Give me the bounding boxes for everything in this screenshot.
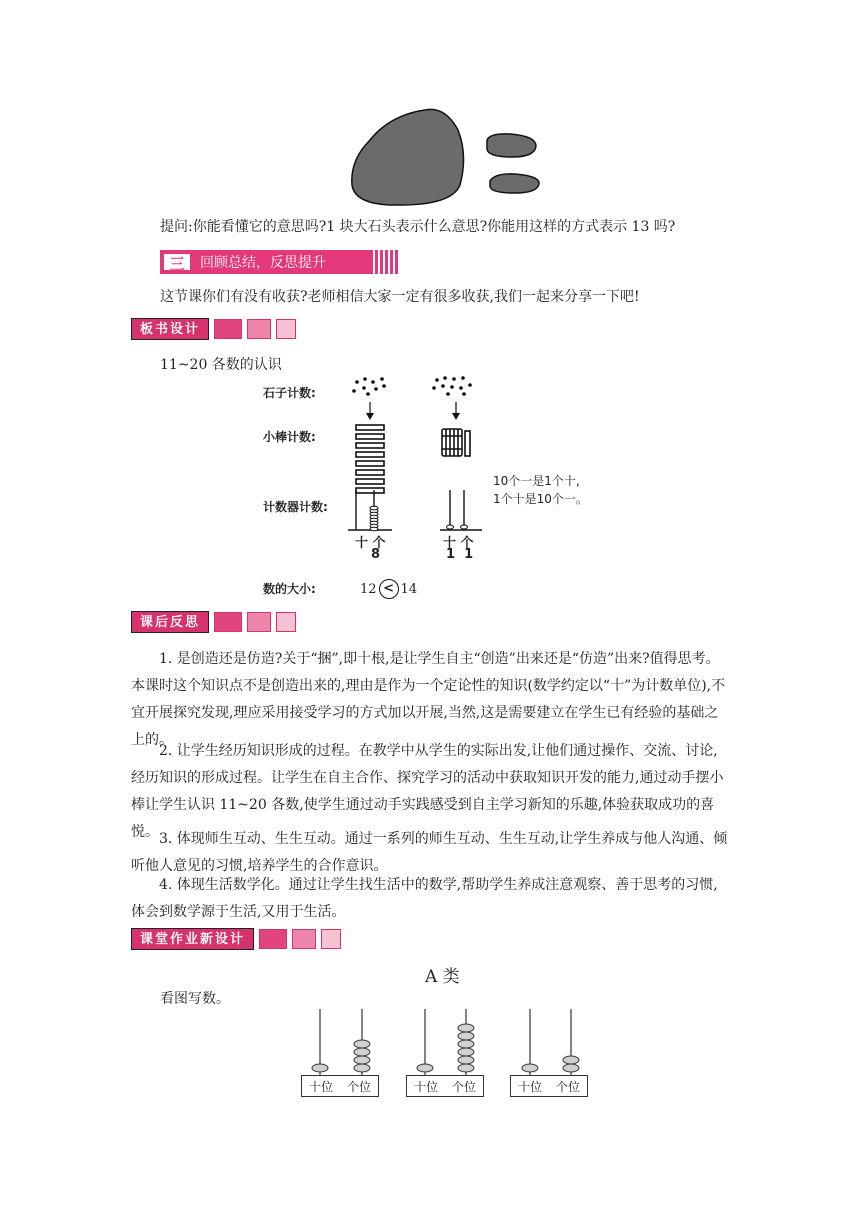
top-question: 提问:你能看懂它的意思吗?1 块大石头表示什么意思?你能用这样的方式表示 13 吗? [160,219,676,235]
banner-square [214,319,242,339]
compare-right: 14 [400,581,418,597]
review-text: 这节课你们有没有收获?老师相信大家一定有很多收获,我们一起来分享一下吧! [160,289,640,305]
banner-square [276,612,296,632]
banner-square [247,612,271,632]
row-stones-label: 石子计数: [263,386,316,400]
homework-banner-label: 课堂作业新设计 [131,928,254,950]
banner-square [276,319,296,339]
reflection-banner [131,611,296,633]
abacus-place-box [301,1075,379,1097]
tens-label: 十位 [517,1079,542,1094]
ones-label: 个位 [555,1079,580,1094]
row-compare-label: 数的大小: [263,582,316,596]
right-abacus-label: 十 个 [443,536,474,551]
note-line1: 10个一是1个十, [493,474,580,488]
compare-sign: < [379,579,399,599]
stones-illustration [340,100,550,210]
homework-banner [131,928,341,950]
banner-stripes [370,250,400,274]
ones-label: 个位 [346,1079,371,1094]
row-sticks-label: 小棒计数: [263,430,316,444]
tens-label: 十位 [308,1079,333,1094]
reflection-paragraph: 3. 体现师生互动、生生互动。通过一系列的师生互动、生生互动,让学生养成与他人沟通、倾听他人意见的习惯,培养学生的合作意识。 [131,831,728,874]
review-banner-number: 三 [162,252,192,272]
reflection-paragraph: 1. 是创造还是仿造?关于“捆”,即十根,是让学生自主“创造”出来还是“仿造”出来?值得思考。本课时这个知识点不是创造出来的,理由是作为一个定论性的知识(数学约定以“十”为计数单位),不宜开展探究发现,理应采用接受学习的方式加以开展,当然,这是需要建立在学生已有经验的基础之上的。 [131,651,726,748]
tens-label: 十位 [413,1079,438,1094]
review-banner-label: 回顾总结，反思提升 [200,255,326,271]
board-title: 11~20 各数的认识 [160,357,282,373]
banner-square [214,612,242,632]
banner-square [247,319,271,339]
reflection-paragraph: 2. 让学生经历知识形成的过程。在教学中从学生的实际出发,让他们通过操作、交流、讨论,经历知识的形成过程。让学生在自主合作、探究学习的活动中获取知识开发的能力,通过动手摆小棒让学生认识 11~20 各数,使学生通过动手实践感受到自主学习新知的乐趣,体验获取成功的喜悦。 [131,743,724,840]
board-diagram [340,370,500,540]
homework-instruction: 看图写数。 [160,991,230,1007]
note-line2: 1个十是10个一。 [493,492,588,506]
banner-square [292,929,316,949]
abacus-place-box [406,1075,484,1097]
compare-left: 12 [360,581,377,597]
left-abacus-label: 十 个 [355,536,386,551]
left-abacus-value: 8 [371,547,381,562]
reflection-banner-label: 课后反思 [131,611,209,633]
homework-category: A 类 [425,967,460,987]
review-banner [160,250,400,274]
compare-row [360,579,417,599]
row-abacus-label: 计数器计数: [263,500,328,514]
banner-square [259,929,287,949]
right-abacus-value: 1 1 [446,547,474,562]
reflection-paragraph: 4. 体现生活数学化。通过让学生找生活中的数学,帮助学生养成注意观察、善于思考的习惯,体会到数学源于生活,又用于生活。 [131,877,718,920]
homework-abaci [300,1005,600,1077]
board-banner [131,318,296,340]
ones-label: 个位 [451,1079,476,1094]
abacus-place-box [510,1075,588,1097]
board-banner-label: 板书设计 [131,318,209,340]
banner-square [321,929,341,949]
